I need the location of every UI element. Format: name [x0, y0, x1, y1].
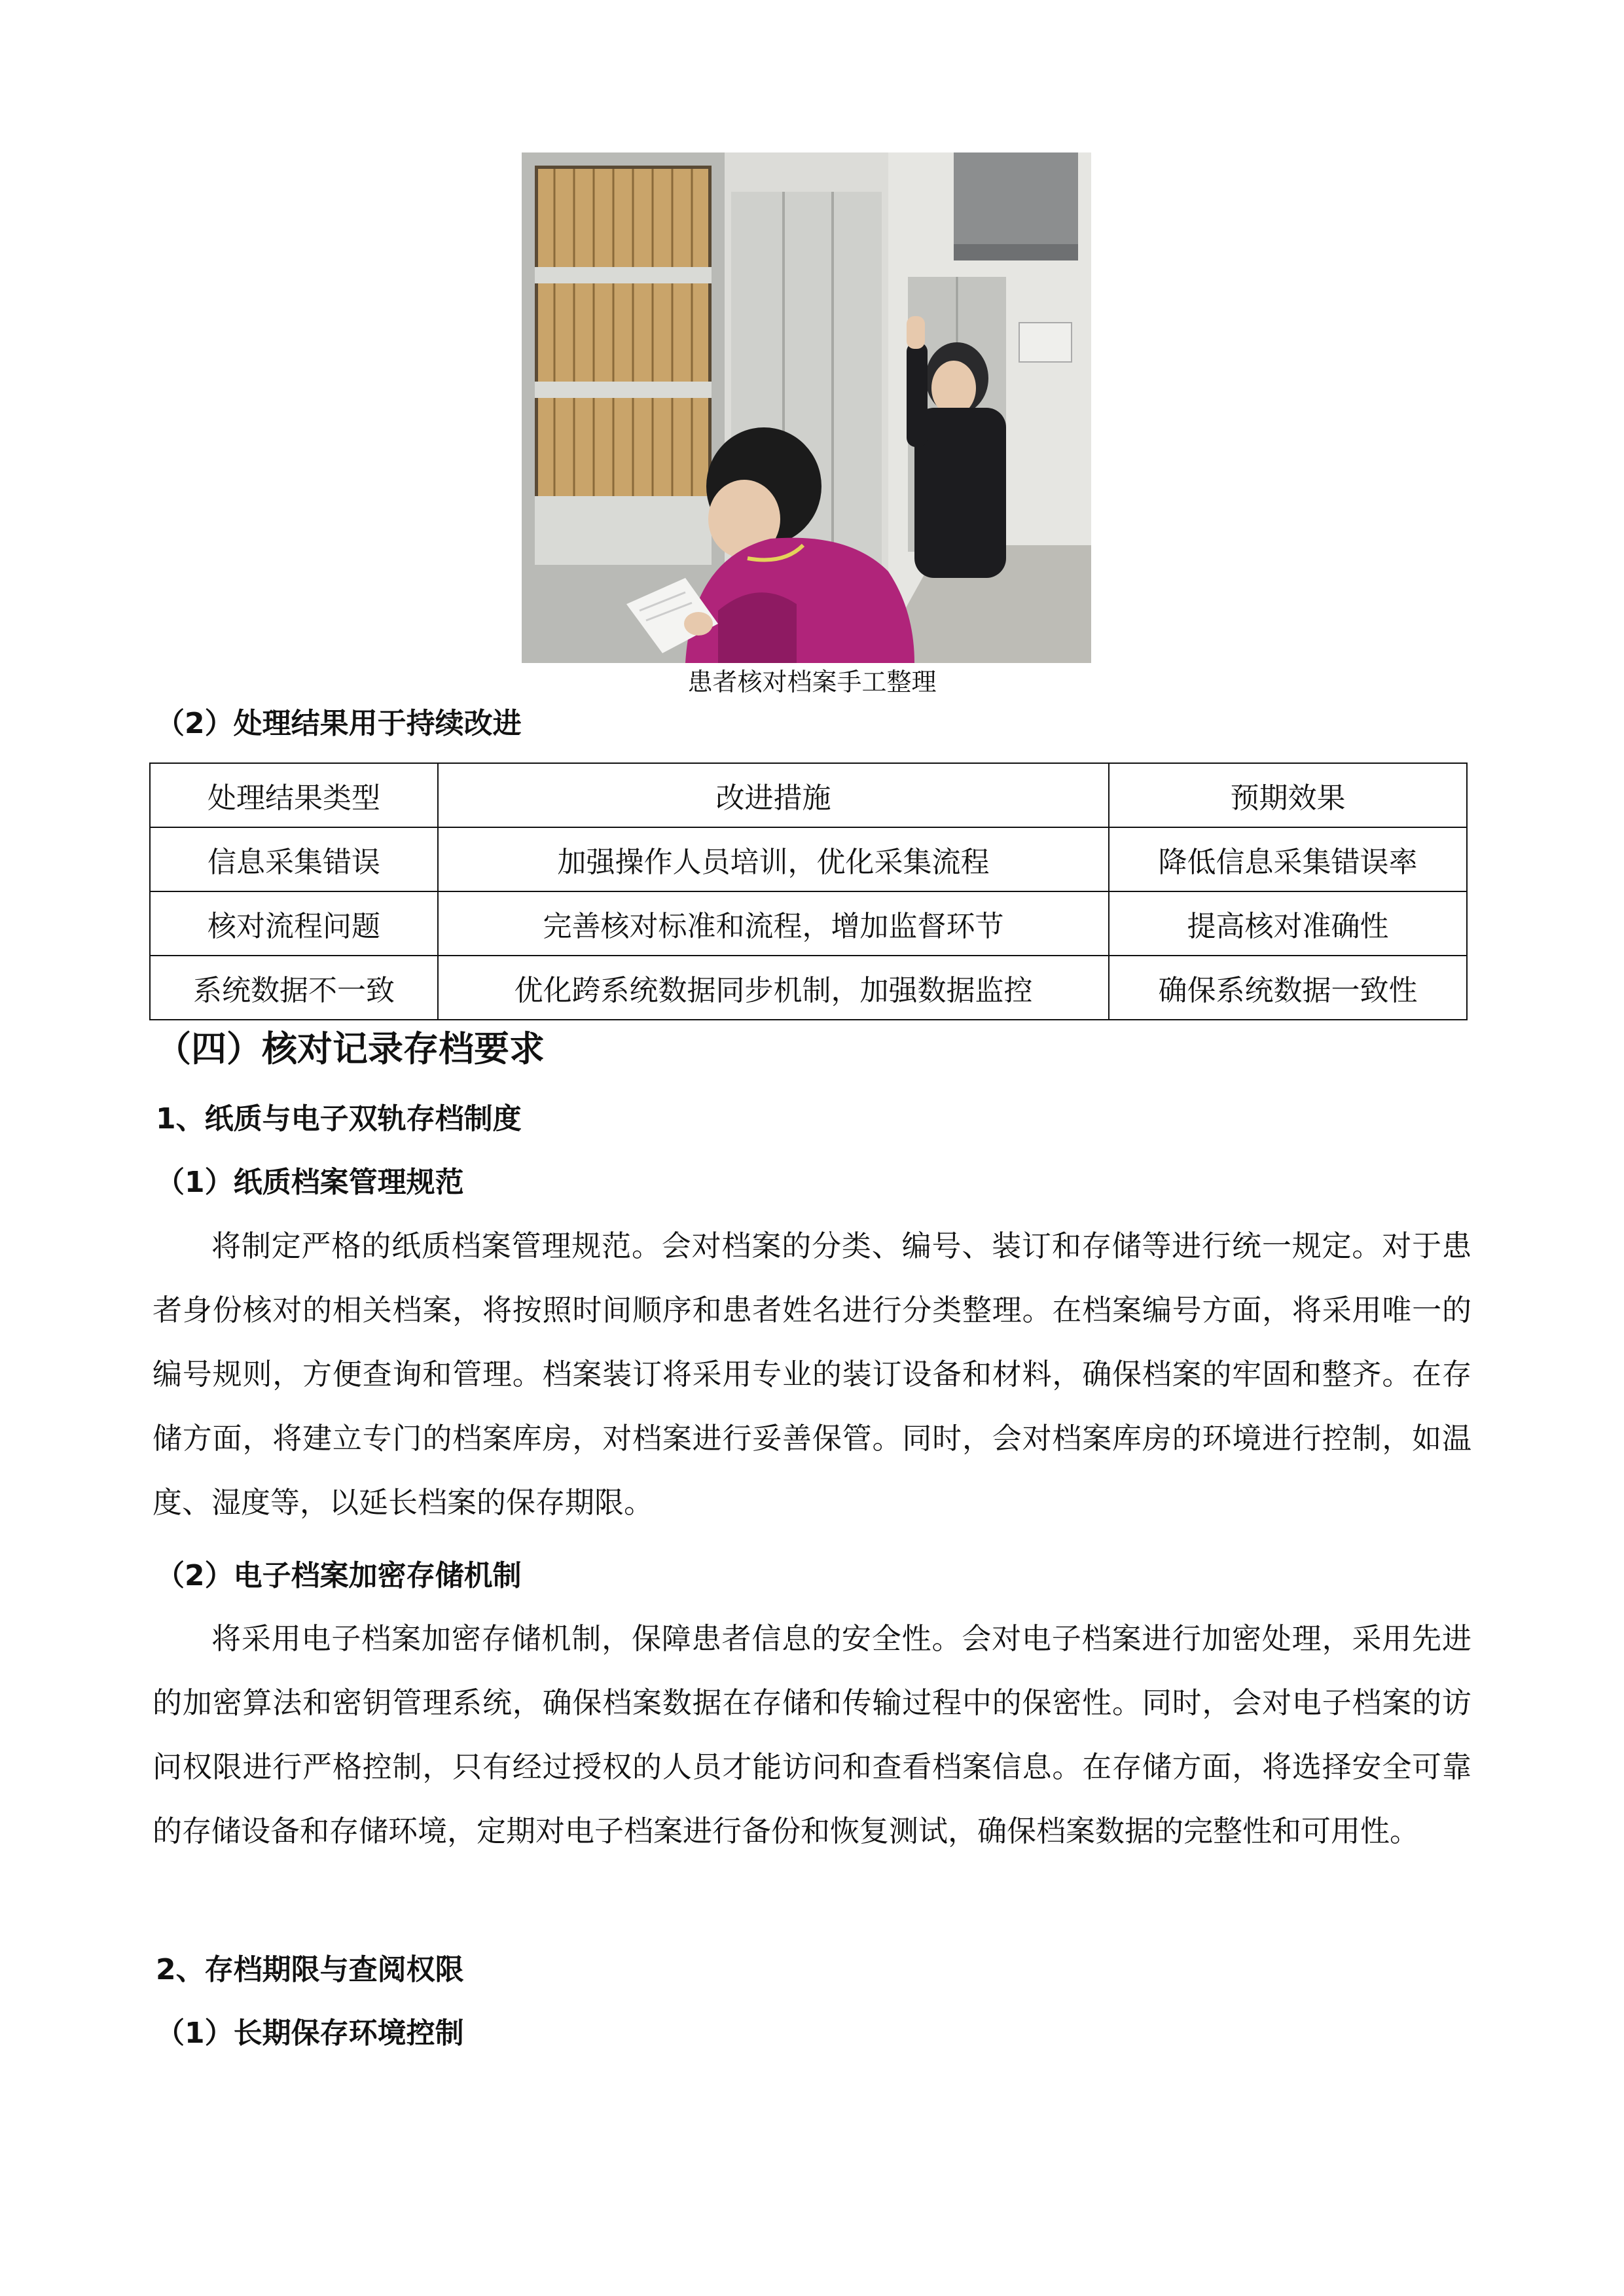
section-heading-improvement: （2）处理结果用于持续改进 — [156, 707, 522, 740]
table-cell: 加强操作人员培训，优化采集流程 — [438, 827, 1109, 891]
section-title-dual-archive: 1、纸质与电子双轨存档制度 — [156, 1102, 522, 1136]
figure-caption: 患者核对档案手工整理 — [687, 668, 937, 696]
paragraph-electronic-archive: 将采用电子档案加密存储机制，保障患者信息的安全性。会对电子档案进行加密处理，采用先进的加密算法和密钥管理系统，确保档案数据在存储和传输过程中的保密性。同时，会对电子档案的访问权限进行严格控制，只有经过授权的人员才能访问和查看档案信息。在存储方面，将选择安全可靠的存储设备和存储环境，定期对电子档案进行备份和恢复测试，确保档案数据的完整性和可用性。 — [153, 1621, 1471, 1848]
paragraph-paper-archive: 将制定严格的纸质档案管理规范。会对档案的分类、编号、装订和存储等进行统一规定。对于患者身份核对的相关档案，将按照时间顺序和患者姓名进行分类整理。在档案编号方面，将采用唯一的编号规则，方便查询和管理。档案装订将采用专业的装订设备和材料，确保档案的牢固和整齐。在存储方面，将建立专门的档案库房，对档案进行妥善保管。同时，会对档案库房的环境进行控制，如温度、湿度等，以延长档案的保存期限。 — [153, 1229, 1471, 1520]
table-cell: 优化跨系统数据同步机制，加强数据监控 — [438, 956, 1109, 1020]
table-header-cell: 预期效果 — [1109, 763, 1467, 827]
table-cell: 核对流程问题 — [150, 891, 438, 956]
table-cell: 确保系统数据一致性 — [1109, 956, 1467, 1020]
subsection-title-electronic-archive: （2）电子档案加密存储机制 — [156, 1559, 522, 1592]
section-title-retention-access: 2、存档期限与查阅权限 — [156, 1953, 464, 1986]
table-cell: 降低信息采集错误率 — [1109, 827, 1467, 891]
table-cell: 信息采集错误 — [150, 827, 438, 891]
table-header-row — [150, 763, 1467, 827]
chapter-title: （四）核对记录存档要求 — [156, 1028, 545, 1069]
table-cell: 系统数据不一致 — [150, 956, 438, 1020]
table-cell: 完善核对标准和流程，增加监督环节 — [438, 891, 1109, 956]
table-row — [150, 956, 1467, 1020]
table-header-cell: 改进措施 — [438, 763, 1109, 827]
table-cell: 提高核对准确性 — [1109, 891, 1467, 956]
subsection-title-long-term-storage: （1）长期保存环境控制 — [156, 2017, 464, 2050]
table-row — [150, 891, 1467, 956]
results-table — [149, 762, 1468, 1020]
table-header-cell: 处理结果类型 — [150, 763, 438, 827]
archive-room-illustration — [522, 152, 1091, 663]
table-row — [150, 827, 1467, 891]
archive-room-photo — [522, 152, 1091, 663]
subsection-title-paper-archive: （1）纸质档案管理规范 — [156, 1166, 464, 1199]
